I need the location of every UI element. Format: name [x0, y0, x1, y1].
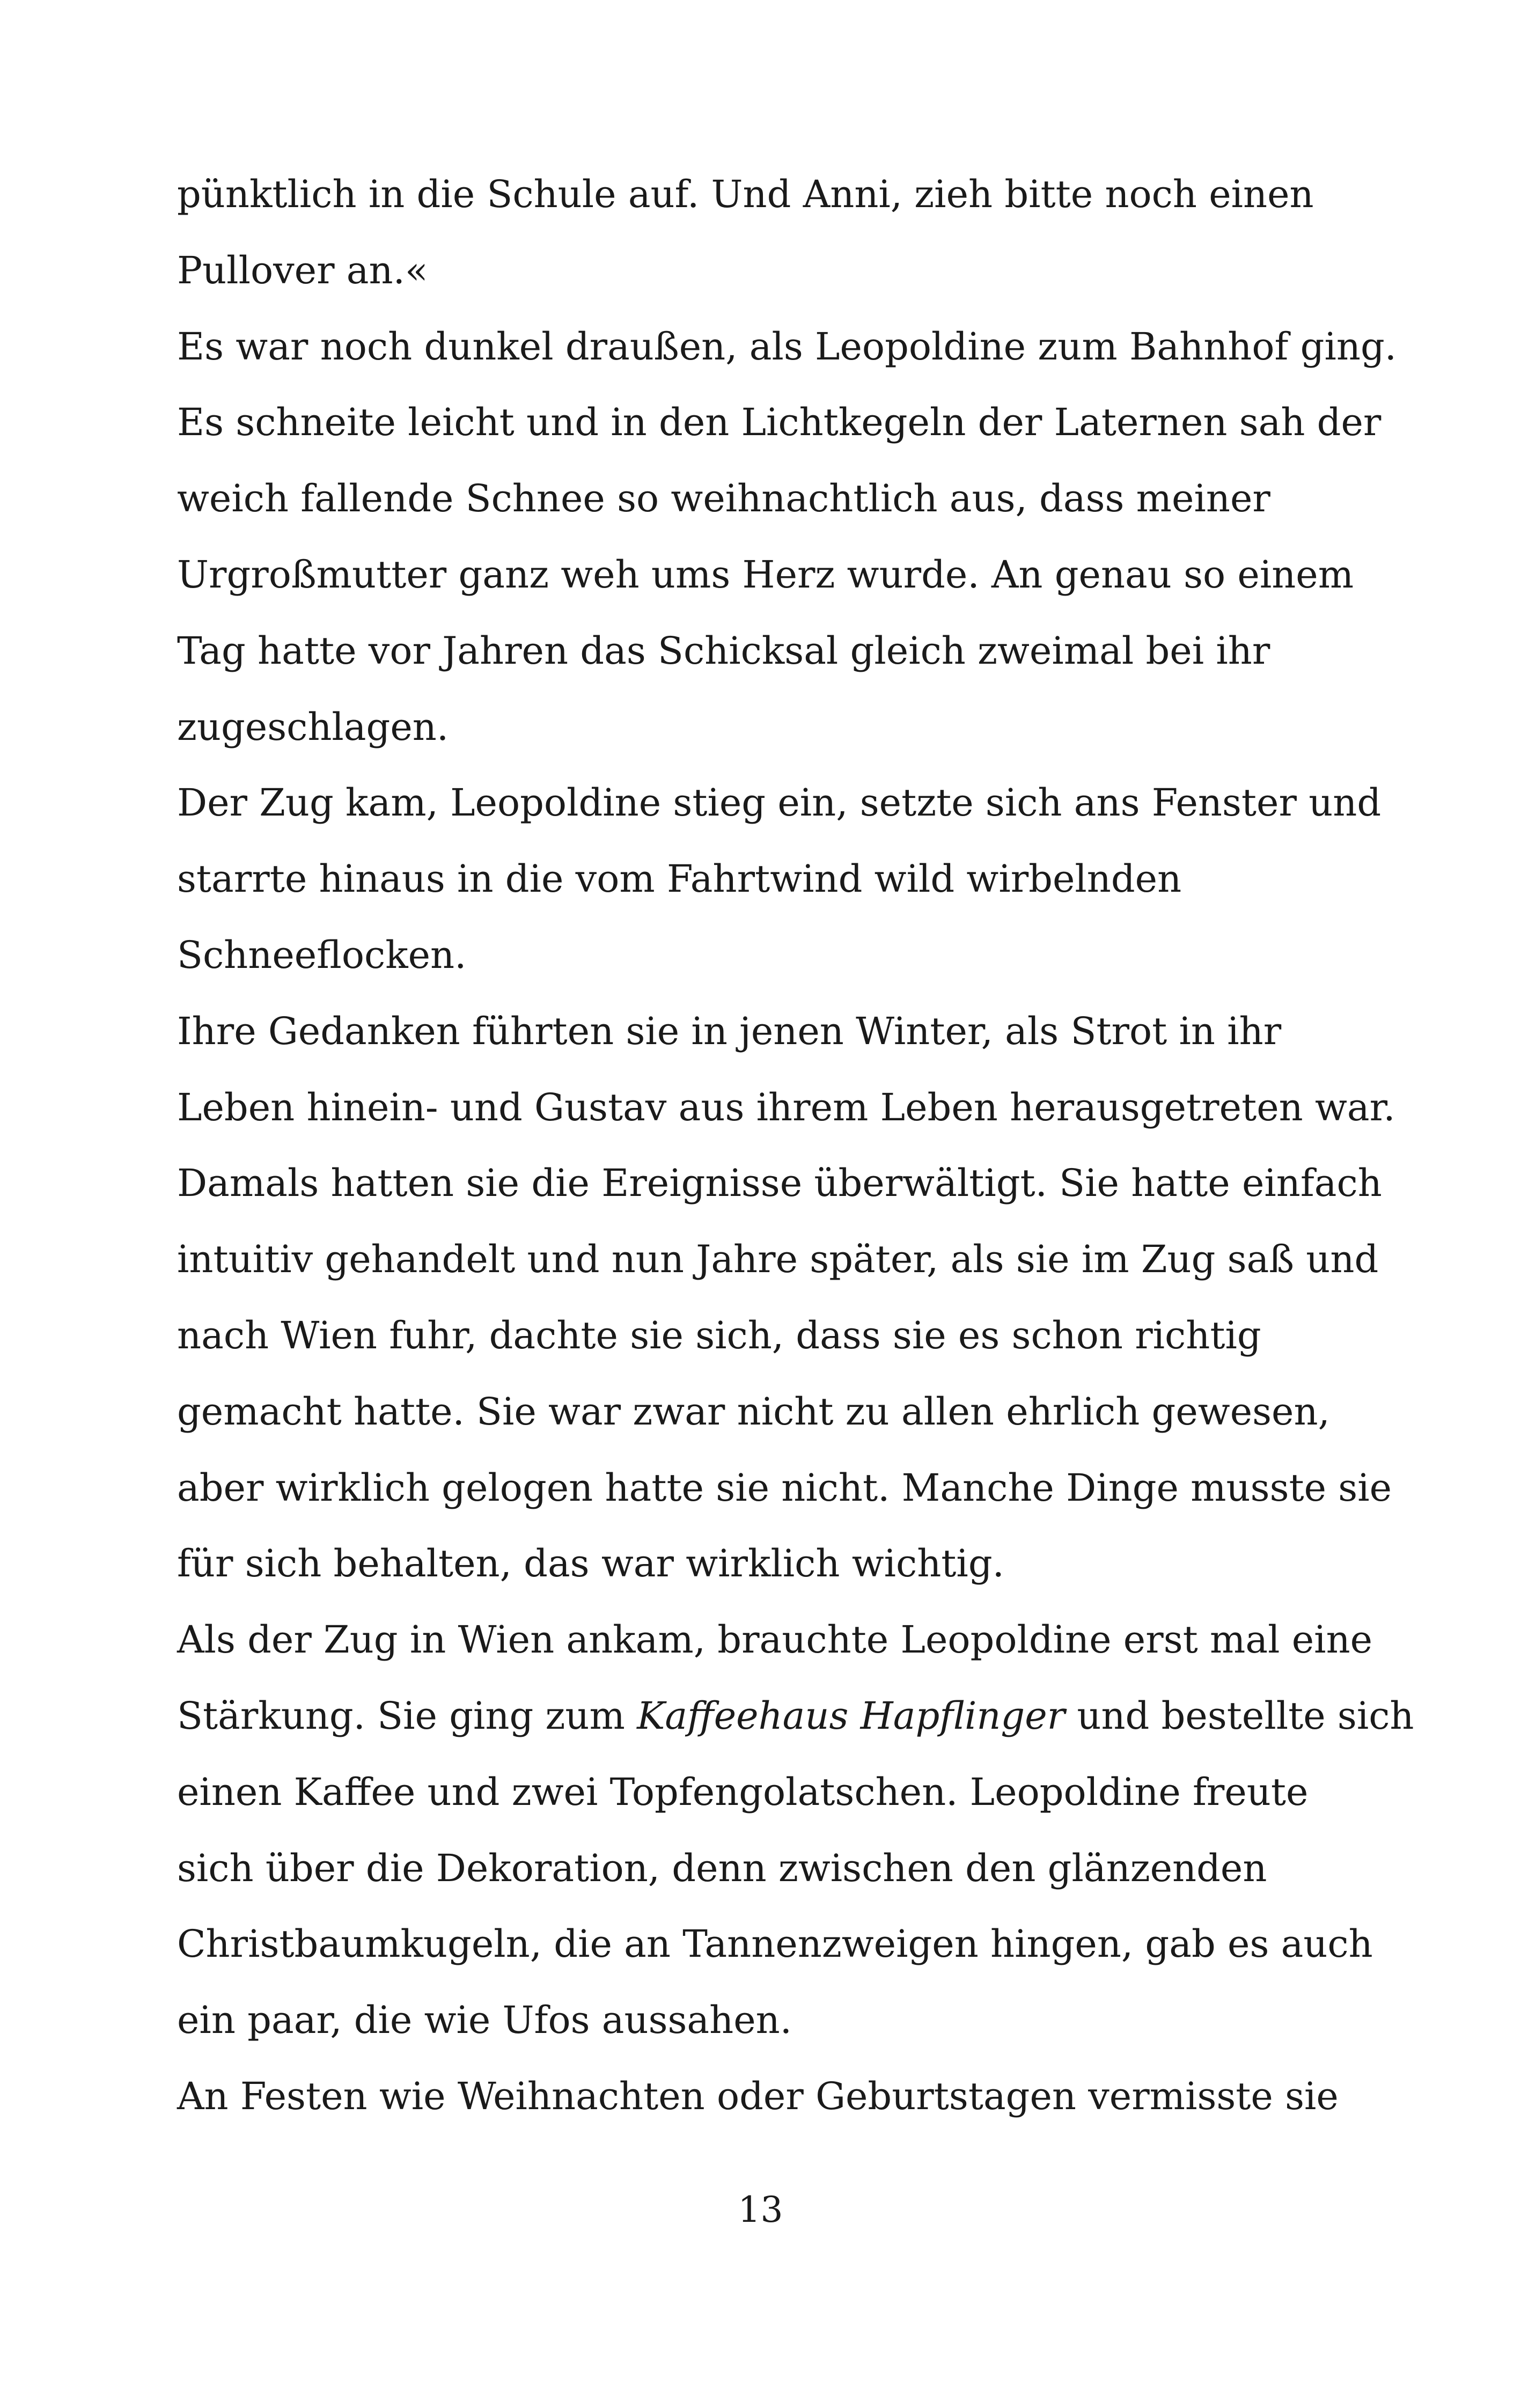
text-line: zugeschlagen.	[177, 704, 449, 749]
text-line: Als der Zug in Wien ankam, brauchte Leopoldine erst mal eine	[177, 1618, 1373, 1662]
text-line: Schneeflocken.	[177, 933, 467, 977]
text-line: Es schneite leicht und in den Lichtkegeln der Laternen sah der	[177, 400, 1382, 445]
text-line: Tag hatte vor Jahren das Schicksal gleich zweimal bei ihr	[177, 628, 1270, 673]
text-line: ein paar, die wie Ufos aussahen.	[177, 1998, 792, 2043]
text-line: starrte hinaus in die vom Fahrtwind wild wirbelnden	[177, 857, 1182, 901]
text-line: Urgroßmutter ganz weh ums Herz wurde. An genau so einem	[177, 552, 1354, 597]
page-number: 13	[738, 2189, 783, 2230]
text-line: Damals hatten sie die Ereignisse überwältigt. Sie hatte einfach	[177, 1161, 1382, 1206]
text-line: Ihre Gedanken führten sie in jenen Winter, als Strot in ihr	[177, 1009, 1282, 1053]
text-line: für sich behalten, das war wirklich wichtig.	[177, 1541, 1004, 1586]
text-line: gemacht hatte. Sie war zwar nicht zu allen ehrlich gewesen,	[177, 1389, 1330, 1434]
text-line: nach Wien fuhr, dachte sie sich, dass sie es schon richtig	[177, 1313, 1261, 1357]
text-line: An Festen wie Weihnachten oder Geburtstagen vermisste sie	[177, 2074, 1339, 2118]
cafe-name-italic: Kaffeehaus Hapflinger	[637, 1693, 1066, 1738]
text-line: weich fallende Schnee so weihnachtlich aus, dass meiner	[177, 476, 1270, 521]
text-line: Leben hinein- und Gustav aus ihrem Leben herausgetreten war.	[177, 1085, 1395, 1129]
text-segment: und bestellte sich	[1065, 1693, 1414, 1738]
text-line: pünktlich in die Schule auf. Und Anni, zieh bitte noch einen	[177, 172, 1314, 216]
text-line: aber wirklich gelogen hatte sie nicht. Manche Dinge musste sie	[177, 1465, 1392, 1510]
text-line: intuitiv gehandelt und nun Jahre später, als sie im Zug saß und	[177, 1237, 1379, 1282]
text-line: Christbaumkugeln, die an Tannenzweigen hingen, gab es auch	[177, 1922, 1373, 1966]
text-line: Es war noch dunkel draußen, als Leopoldine zum Bahnhof ging.	[177, 324, 1397, 369]
text-line: Der Zug kam, Leopoldine stieg ein, setzte sich ans Fenster und	[177, 781, 1382, 825]
text-line: sich über die Dekoration, denn zwischen den glänzenden	[177, 1846, 1267, 1890]
text-segment: Stärkung. Sie ging zum	[177, 1693, 637, 1738]
text-line-with-italic	[177, 1678, 1414, 1754]
body-text	[177, 157, 1414, 2135]
text-line: Pullover an.«	[177, 248, 428, 292]
text-line: einen Kaffee und zwei Topfengolatschen. Leopoldine freute	[177, 1770, 1309, 1814]
